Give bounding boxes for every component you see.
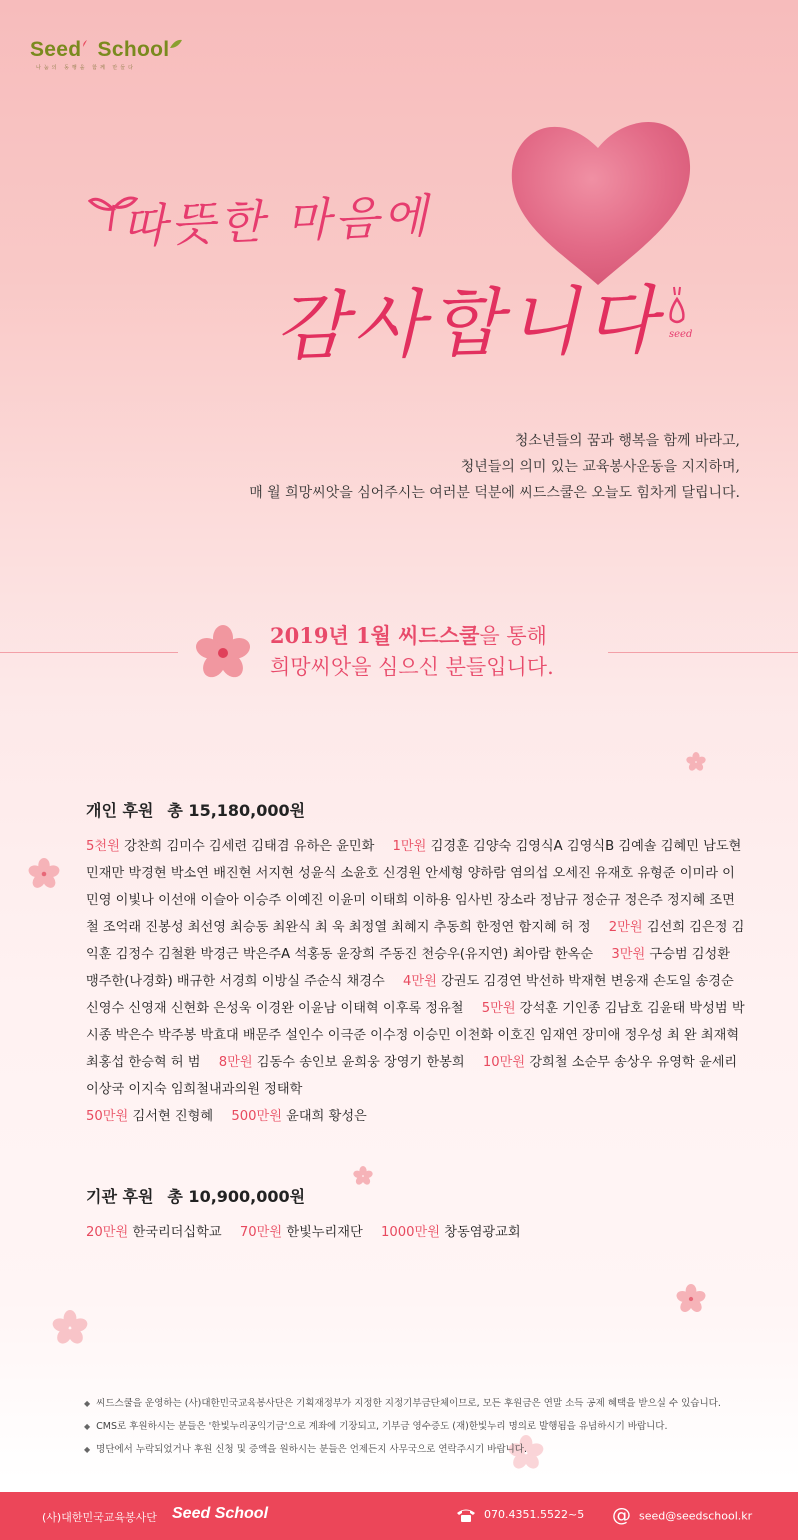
donor-tier-label: 1000만원 [380,1225,441,1240]
donor-tier-label: 4만원 [402,974,437,989]
phone-icon [456,1507,476,1523]
logo-tagline: 나눔의 동행을 함께 만들다 [36,65,136,71]
footer-logo[interactable]: Seed School [172,1505,269,1522]
sprout-icon [81,38,91,48]
donor-names: 강권도 김경연 박선하 박재현 변웅재 손도일 송경순 신영수 신영재 신현화 은성욱 이경완 이윤남 이태혁 이후록 정유철 [86,974,734,1016]
intro-line: 청소년들의 꿈과 행복을 함께 바라고, [514,433,740,449]
cherry-blossom-icon [195,625,251,681]
section-label: 기관 후원 [86,1187,154,1206]
donor-names: 김경훈 김양숙 김영식A 김영식B 김예솔 김혜민 남도현 민재만 박경현 박소연 배진현 서지현 성윤식 소윤호 신경원 안세형 양하람 염의섭 오세진 유재호 유형준 이미라 이민영 이빛나 이선애 이슬아 이승주 이예진 이윤미 이태희 이하용 임사빈 장소라 정남규 정순규 정은주 정지혜 조면철 조억래 진봉성 최선영 최승동 최완식 최 욱 최정열 최혜지 추동희 한정연 함지혜 허 정 [86,839,742,935]
blossom-decoration-icon [52,1310,88,1346]
hero-line-warm-heart: 따뜻한 마음에 [121,188,433,254]
footer-phone[interactable] [456,1507,584,1523]
blossom-decoration-icon [686,752,706,772]
footer-email[interactable] [612,1504,753,1526]
section-label: 개인 후원 [86,801,154,820]
institution-sponsors-title [86,1184,746,1207]
institution-sponsors-section [86,1184,746,1246]
donor-names: 강찬희 김미수 김세련 김태겸 유하은 윤민화 [124,839,375,854]
footer-email-address: seed@seedschool.kr [639,1509,753,1523]
seed-school-logo[interactable] [30,38,183,71]
divider-left [0,652,178,653]
diamond-bullet-icon: ◆ [84,1399,91,1408]
diamond-bullet-icon: ◆ [84,1445,91,1454]
logo-word-school: School [97,38,170,61]
blossom-decoration-icon [28,858,60,890]
donor-names: 한빛누리재단 [286,1225,363,1240]
donor-tier-label: 70만원 [239,1225,283,1240]
donor-names: 강희철 소순무 송상우 유영학 윤세리 이상국 이지숙 임희철내과의원 정태학 [86,1055,738,1097]
donor-tier-label: 8만원 [218,1055,253,1070]
donor-names: 윤대희 황성은 [286,1109,367,1124]
banner-suffix: 을 통해 [479,624,547,648]
hero-line-thank-you: 감사합니다 [274,277,664,371]
footer-org-name: (사)대한민국교육봉사단 [42,1511,157,1524]
month-banner [270,620,554,683]
intro-paragraph [249,428,740,506]
intro-line: 청년들의 의미 있는 교육봉사운동을 지지하며, [460,459,740,475]
intro-line: 매 월 희망씨앗을 심어주시는 여러분 덕분에 씨드스쿨은 오늘도 힘차게 달립니다. [249,485,740,501]
section-total: 총 10,900,000원 [167,1187,306,1206]
donor-names: 김선희 김은정 김익훈 김정수 김철환 박경근 박은주A 석홍동 윤장희 주동진 천승우(유지연) 최아람 한옥순 [86,920,745,962]
blossom-decoration-icon [676,1284,706,1314]
seed-mark [665,285,692,340]
donor-tier-label: 20만원 [86,1225,129,1240]
donor-tier-label: 3만원 [611,947,646,962]
donor-names: 김서현 진형혜 [132,1109,214,1124]
individual-donor-list [86,833,746,1130]
individual-sponsors-title [86,798,746,821]
individual-sponsors-section [86,798,746,1130]
footer-bar [0,1492,798,1540]
notice-item: ◆ 씨드스쿨을 운영하는 (사)대한민국교육봉사단은 기획재정부가 지정한 지정기부금단체이므로, 모든 후원금은 연말 소득 공제 혜택을 받으실 수 있습니다. [84,1398,721,1409]
at-icon: @ [612,1504,631,1526]
notice-list [84,1392,721,1461]
notice-item: ◆ CMS로 후원하시는 분들은 '한빛누리공익기금'으로 계좌에 기장되고, 기부금 영수증도 (재)한빛누리 명의로 발행됨을 유념하시기 바랍니다. [84,1421,668,1432]
footer-phone-number: 070.4351.5522~5 [484,1508,585,1521]
seed-drop-icon [665,285,691,331]
donor-names: 김동수 송인보 윤희웅 장영기 한봉희 [256,1055,465,1070]
section-total: 총 15,180,000원 [167,801,306,820]
donor-names: 구승범 김성환 맹주한(나경화) 배규한 서경희 이방실 주순식 채경수 [86,947,731,989]
donor-tier-label: 1만원 [392,839,427,854]
logo-word-seed: Seed [30,38,82,61]
banner-line2: 희망씨앗을 심으신 분들입니다. [270,655,554,679]
leaf-icon [169,38,183,50]
divider-right [608,652,798,653]
banner-date: 2019년 1월 씨드스쿨 [270,623,480,648]
donor-tier-label: 5만원 [481,1001,516,1016]
seed-mark-label: seed [669,329,693,340]
donor-tier-label: 500만원 [231,1109,282,1124]
donor-tier-label: 5천원 [86,839,120,854]
institution-donor-list [86,1219,746,1246]
donor-names: 강석훈 기인종 김남호 김윤태 박성범 박시종 박은수 박주봉 박효대 배문주 설인수 이극준 이수정 이승민 이천화 이호진 임재연 장미애 정우성 최 완 최재혁 최홍섭 한승혁 허 범 [86,1001,745,1070]
notice-item: ◆ 명단에서 누락되었거나 후원 신청 및 증액을 원하시는 분들은 언제든지 사무국으로 연락주시기 바랍니다. [84,1444,528,1455]
diamond-bullet-icon: ◆ [84,1422,91,1431]
donor-tier-label: 10만원 [482,1055,526,1070]
donor-tier-label: 2만원 [608,920,643,935]
donor-names: 창동염광교회 [444,1225,521,1240]
hero-heading [80,185,720,371]
donor-tier-label: 50만원 [86,1109,129,1124]
blossom-decoration-icon [353,1166,373,1186]
donor-names: 한국리더십학교 [132,1225,222,1240]
